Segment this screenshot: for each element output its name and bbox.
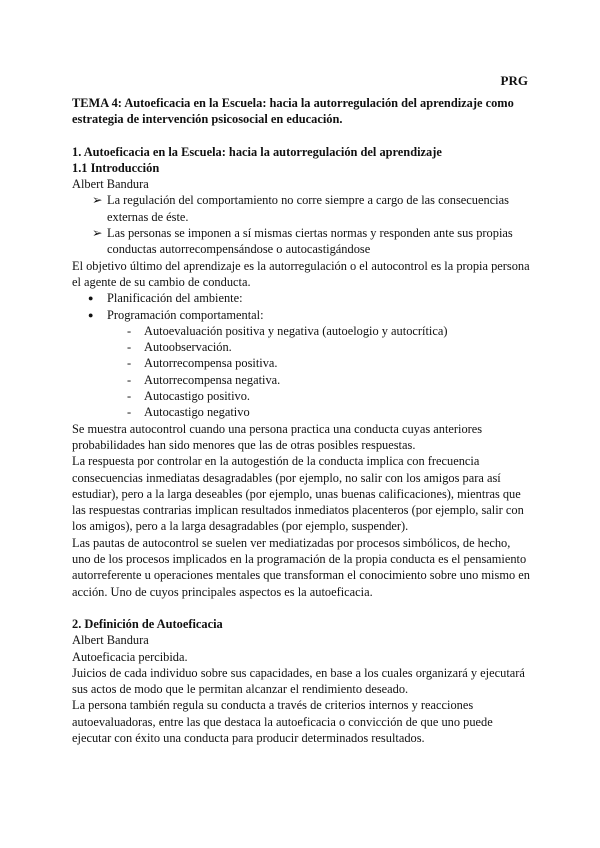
- dash-bullet-icon: -: [127, 340, 132, 355]
- section-1-author: Albert Bandura: [72, 177, 149, 192]
- bullet-item-text: Programación comportamental:: [107, 307, 264, 322]
- dash-list-item: [72, 339, 532, 355]
- arrow-item-text: Las personas se imponen a sí mismas ciertas normas y responden ante sus propias conductas autorrecompensándose o autocastigándose: [107, 226, 513, 257]
- section-1-heading: 1. Autoeficacia en la Escuela: hacia la autorregulación del aprendizaje: [72, 144, 442, 159]
- dash-item-text: Autorrecompensa negativa.: [144, 372, 281, 387]
- dash-item-text: Autocastigo negativo: [144, 405, 250, 420]
- dash-item-text: Autoobservación.: [144, 340, 232, 355]
- dash-list-item: [72, 355, 532, 371]
- dash-bullet-icon: -: [127, 389, 132, 404]
- document-content: [72, 95, 532, 746]
- dash-list-item: [72, 372, 532, 388]
- document-title: TEMA 4: Autoeficacia en la Escuela: hacia la autorregulación del aprendizaje como estrategia de intervención psicosocial en educación.: [72, 96, 514, 127]
- bullet-list-item: [72, 307, 532, 323]
- arrow-list-item: [72, 192, 532, 225]
- paragraph: Juicios de cada individuo sobre sus capacidades, en base a los cuales organizará y ejecutará sus actos de modo que le permitan alcanzar el rendimiento deseado.: [72, 665, 525, 697]
- dash-bullet-icon: -: [127, 405, 132, 420]
- bullet-dot-icon: ●: [88, 293, 94, 304]
- dash-list-item: [72, 388, 532, 404]
- section-1-1-subheading: 1.1 Introducción: [72, 160, 160, 175]
- dash-item-text: Autoevaluación positiva y negativa (autoelogio y autocrítica): [144, 323, 448, 338]
- arrow-list-item: [72, 225, 532, 258]
- paragraph: La respuesta por controlar en la autogestión de la conducta implica con frecuencia consecuencias inmediatas desagradables (por ejemplo, no salir con los amigos para así estudiar), pero a la larga deseables (por ejemplo, unas buenas calificaciones), mientras que las respuestas contrarias implican resultados inmediatos placenteros (por ejemplo, salir con los amigos), pero a la larga desagradables (por ejemplo, suspender).: [72, 454, 524, 534]
- paragraph: La persona también regula su conducta a través de criterios internos y reacciones autoevaluadoras, entre las que destaca la autoeficacia o convicción de que uno puede ejecutar con éxito una conducta para producir determinados resultados.: [72, 698, 493, 745]
- paragraph: Se muestra autocontrol cuando una persona practica una conducta cuyas anteriores probabilidades han sido menores que las de otras posibles respuestas.: [72, 421, 483, 452]
- header-label: PRG: [500, 73, 528, 88]
- bullet-dot-icon: ●: [88, 309, 94, 320]
- arrow-bullet-icon: ➢: [92, 193, 103, 208]
- bullet-item-text: Planificación del ambiente:: [107, 291, 243, 306]
- dash-list-item: [72, 323, 532, 339]
- dash-bullet-icon: -: [127, 356, 132, 371]
- objective-paragraph: El objetivo último del aprendizaje es la autorregulación o el autocontrol es la propia persona el agente de su cambio de conducta.: [72, 258, 530, 289]
- dash-list-item: [72, 404, 532, 420]
- section-2-author: Albert Bandura: [72, 633, 149, 648]
- dash-bullet-icon: -: [127, 323, 132, 338]
- section-2-term: Autoeficacia percibida.: [72, 649, 188, 664]
- arrow-item-text: La regulación del comportamiento no corre siempre a cargo de las consecuencias externas de éste.: [107, 193, 509, 224]
- dash-item-text: Autocastigo positivo.: [144, 389, 251, 404]
- paragraph: Las pautas de autocontrol se suelen ver mediatizadas por procesos simbólicos, de hecho, uno de los procesos implicados en la programación de la propia conducta es el pensamiento autorreferente u operaciones mentales que transforman el conocimiento sobre uno mismo en acción. Uno de cuyos principales aspectos es la autoeficacia.: [72, 535, 530, 599]
- bullet-list-item: [72, 290, 532, 306]
- dash-bullet-icon: -: [127, 372, 132, 387]
- section-2-heading: 2. Definición de Autoeficacia: [72, 616, 223, 631]
- arrow-bullet-icon: ➢: [92, 226, 103, 241]
- dash-item-text: Autorrecompensa positiva.: [144, 356, 278, 371]
